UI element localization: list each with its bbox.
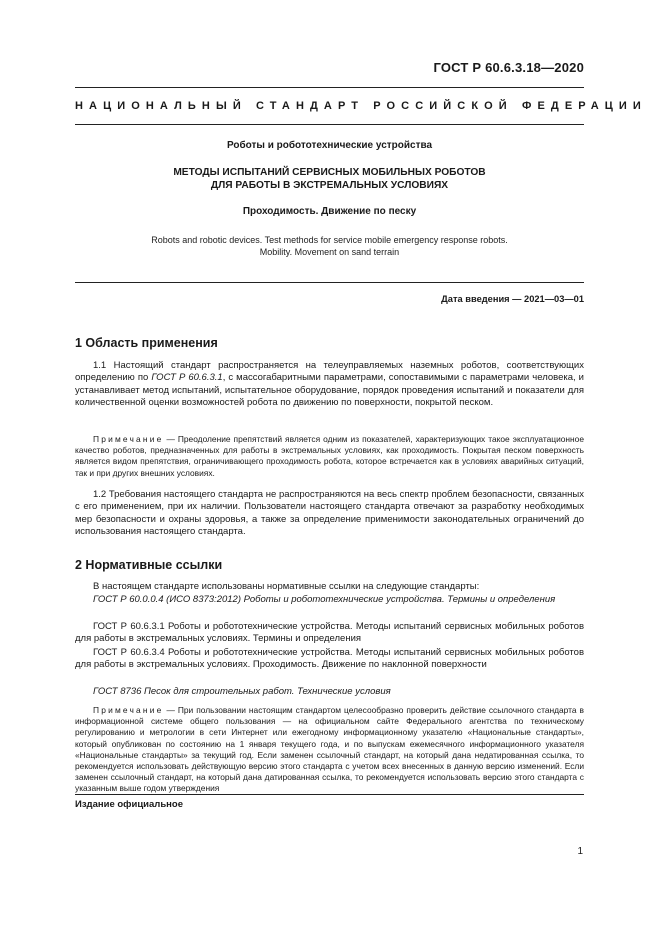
header-rule — [75, 124, 584, 125]
p1-text-after: , с массогабаритными параметрами, сопоставимыми с параметрами человека, и устанавливает метод испытаний, испытательное оборудование, порядок проведения испытаний и показатели для количественной оценки возможностей робота по движению по поверхности, покрытой песком. — [75, 372, 584, 408]
reference-gost-60-6-3-4[interactable]: ГОСТ Р 60.6.3.4 Роботы и робототехнические устройства. Методы испытаний сервисных мобильных роботов для работы в экстремальных условиях. Проходимость. Движение по наклонной поверхности — [75, 647, 584, 671]
section-1-heading: 1 Область применения — [75, 336, 218, 350]
english-title-line-1: Robots and robotic devices. Test methods for service mobile emergency response robots. — [151, 235, 508, 245]
p1-text-before: 1.1 Настоящий стандарт распространяется на телеуправляемых наземных роботов, соответствующих определению по — [75, 360, 584, 384]
note-text: — При пользовании настоящим стандартом целесообразно проверить действие ссылочного стандарта в информационной системе общего пользования — на официальном сайте Федерального агентства по техническому регулированию и метрологии в сети Интернет или ежегодному информационному указателю «Национальные стандарты», который опубликован по состоянию на 1 января текущего года, и по выпускам ежемесячного информационного указателя «Национальные стандарты» за текущий год. Если заменен ссылочный стандарт, на который дана недатированная ссылка, то рекомендуется использовать действующую версию этого стандарта с учетом всех внесенных в данную версию изменений. Если заменен ссылочный стандарт, на который дана датированная ссылка, то рекомендуется использовать версию этого стандарта с указанным выше годом утверждения — [75, 705, 584, 794]
page-number: 1 — [577, 846, 583, 857]
gost-number: ГОСТ Р 60.6.3.18—2020 — [433, 60, 584, 75]
note-text: — Преодоление препятствий является одним из показателей, характеризующих такое эксплуатационное качество роботов, предназначенных для работы в экстремальных условиях, как проходимость. Покрытая песком поверхность является видом препятствия, ограничивающего проходимость робота, которое встречается как в условиях аварийных ситуаций, так и при других внешних условиях. — [75, 434, 584, 478]
english-title-line-2: Mobility. Movement on sand terrain — [259, 247, 400, 257]
note-label: Примечание — [93, 705, 164, 715]
section-2-note — [75, 705, 584, 795]
title-line-2: ДЛЯ РАБОТЫ В ЭКСТРЕМАЛЬНЫХ УСЛОВИЯХ — [210, 180, 449, 191]
introduction-date: Дата введения — 2021—03—01 — [441, 294, 584, 304]
section-2-intro: В настоящем стандарте использованы нормативные ссылки на следующие стандарты: — [93, 581, 480, 592]
section-1-paragraph-1 — [75, 360, 584, 409]
section-1-note — [75, 434, 584, 479]
title-line-1: МЕТОДЫ ИСПЫТАНИЙ СЕРВИСНЫХ МОБИЛЬНЫХ РОБОТОВ — [173, 167, 486, 178]
official-edition-label: Издание официальное — [75, 799, 183, 810]
standard-title — [75, 166, 584, 192]
reference-gost-60-6-3-1[interactable]: ГОСТ Р 60.6.3.1 Роботы и робототехнические устройства. Методы испытаний сервисных мобильных роботов для работы в экстремальных условиях. Термины и определения — [75, 621, 584, 645]
standard-subtitle: Проходимость. Движение по песку — [242, 206, 417, 217]
note-label: Примечание — [93, 434, 164, 444]
title-block-rule — [75, 282, 584, 283]
national-standard-heading: НАЦИОНАЛЬНЫЙ СТАНДАРТ РОССИЙСКОЙ ФЕДЕРАЦИИ — [75, 100, 647, 112]
p1-reference[interactable]: ГОСТ Р 60.6.3.1 — [151, 372, 223, 384]
reference-gost-60-0-0-4[interactable]: ГОСТ Р 60.0.0.4 (ИСО 8373:2012) Роботы и робототехнические устройства. Термины и определения — [93, 594, 556, 605]
section-1-paragraph-2: 1.2 Требования настоящего стандарта не распространяются на весь спектр проблем безопасности, связанных с его применением, при их наличии. Пользователи настоящего стандарта отвечают за разработку необходимых мер безопасности и охраны здоровья, а также за определение применимости законодательных ограничений до использования настоящего стандарта. — [75, 489, 584, 537]
footer-rule — [75, 794, 584, 795]
section-2-heading: 2 Нормативные ссылки — [75, 558, 223, 572]
english-title — [75, 234, 584, 258]
reference-gost-8736[interactable]: ГОСТ 8736 Песок для строительных работ. Технические условия — [93, 686, 391, 697]
top-rule — [75, 87, 584, 88]
standard-subject: Роботы и робототехнические устройства — [226, 140, 433, 151]
